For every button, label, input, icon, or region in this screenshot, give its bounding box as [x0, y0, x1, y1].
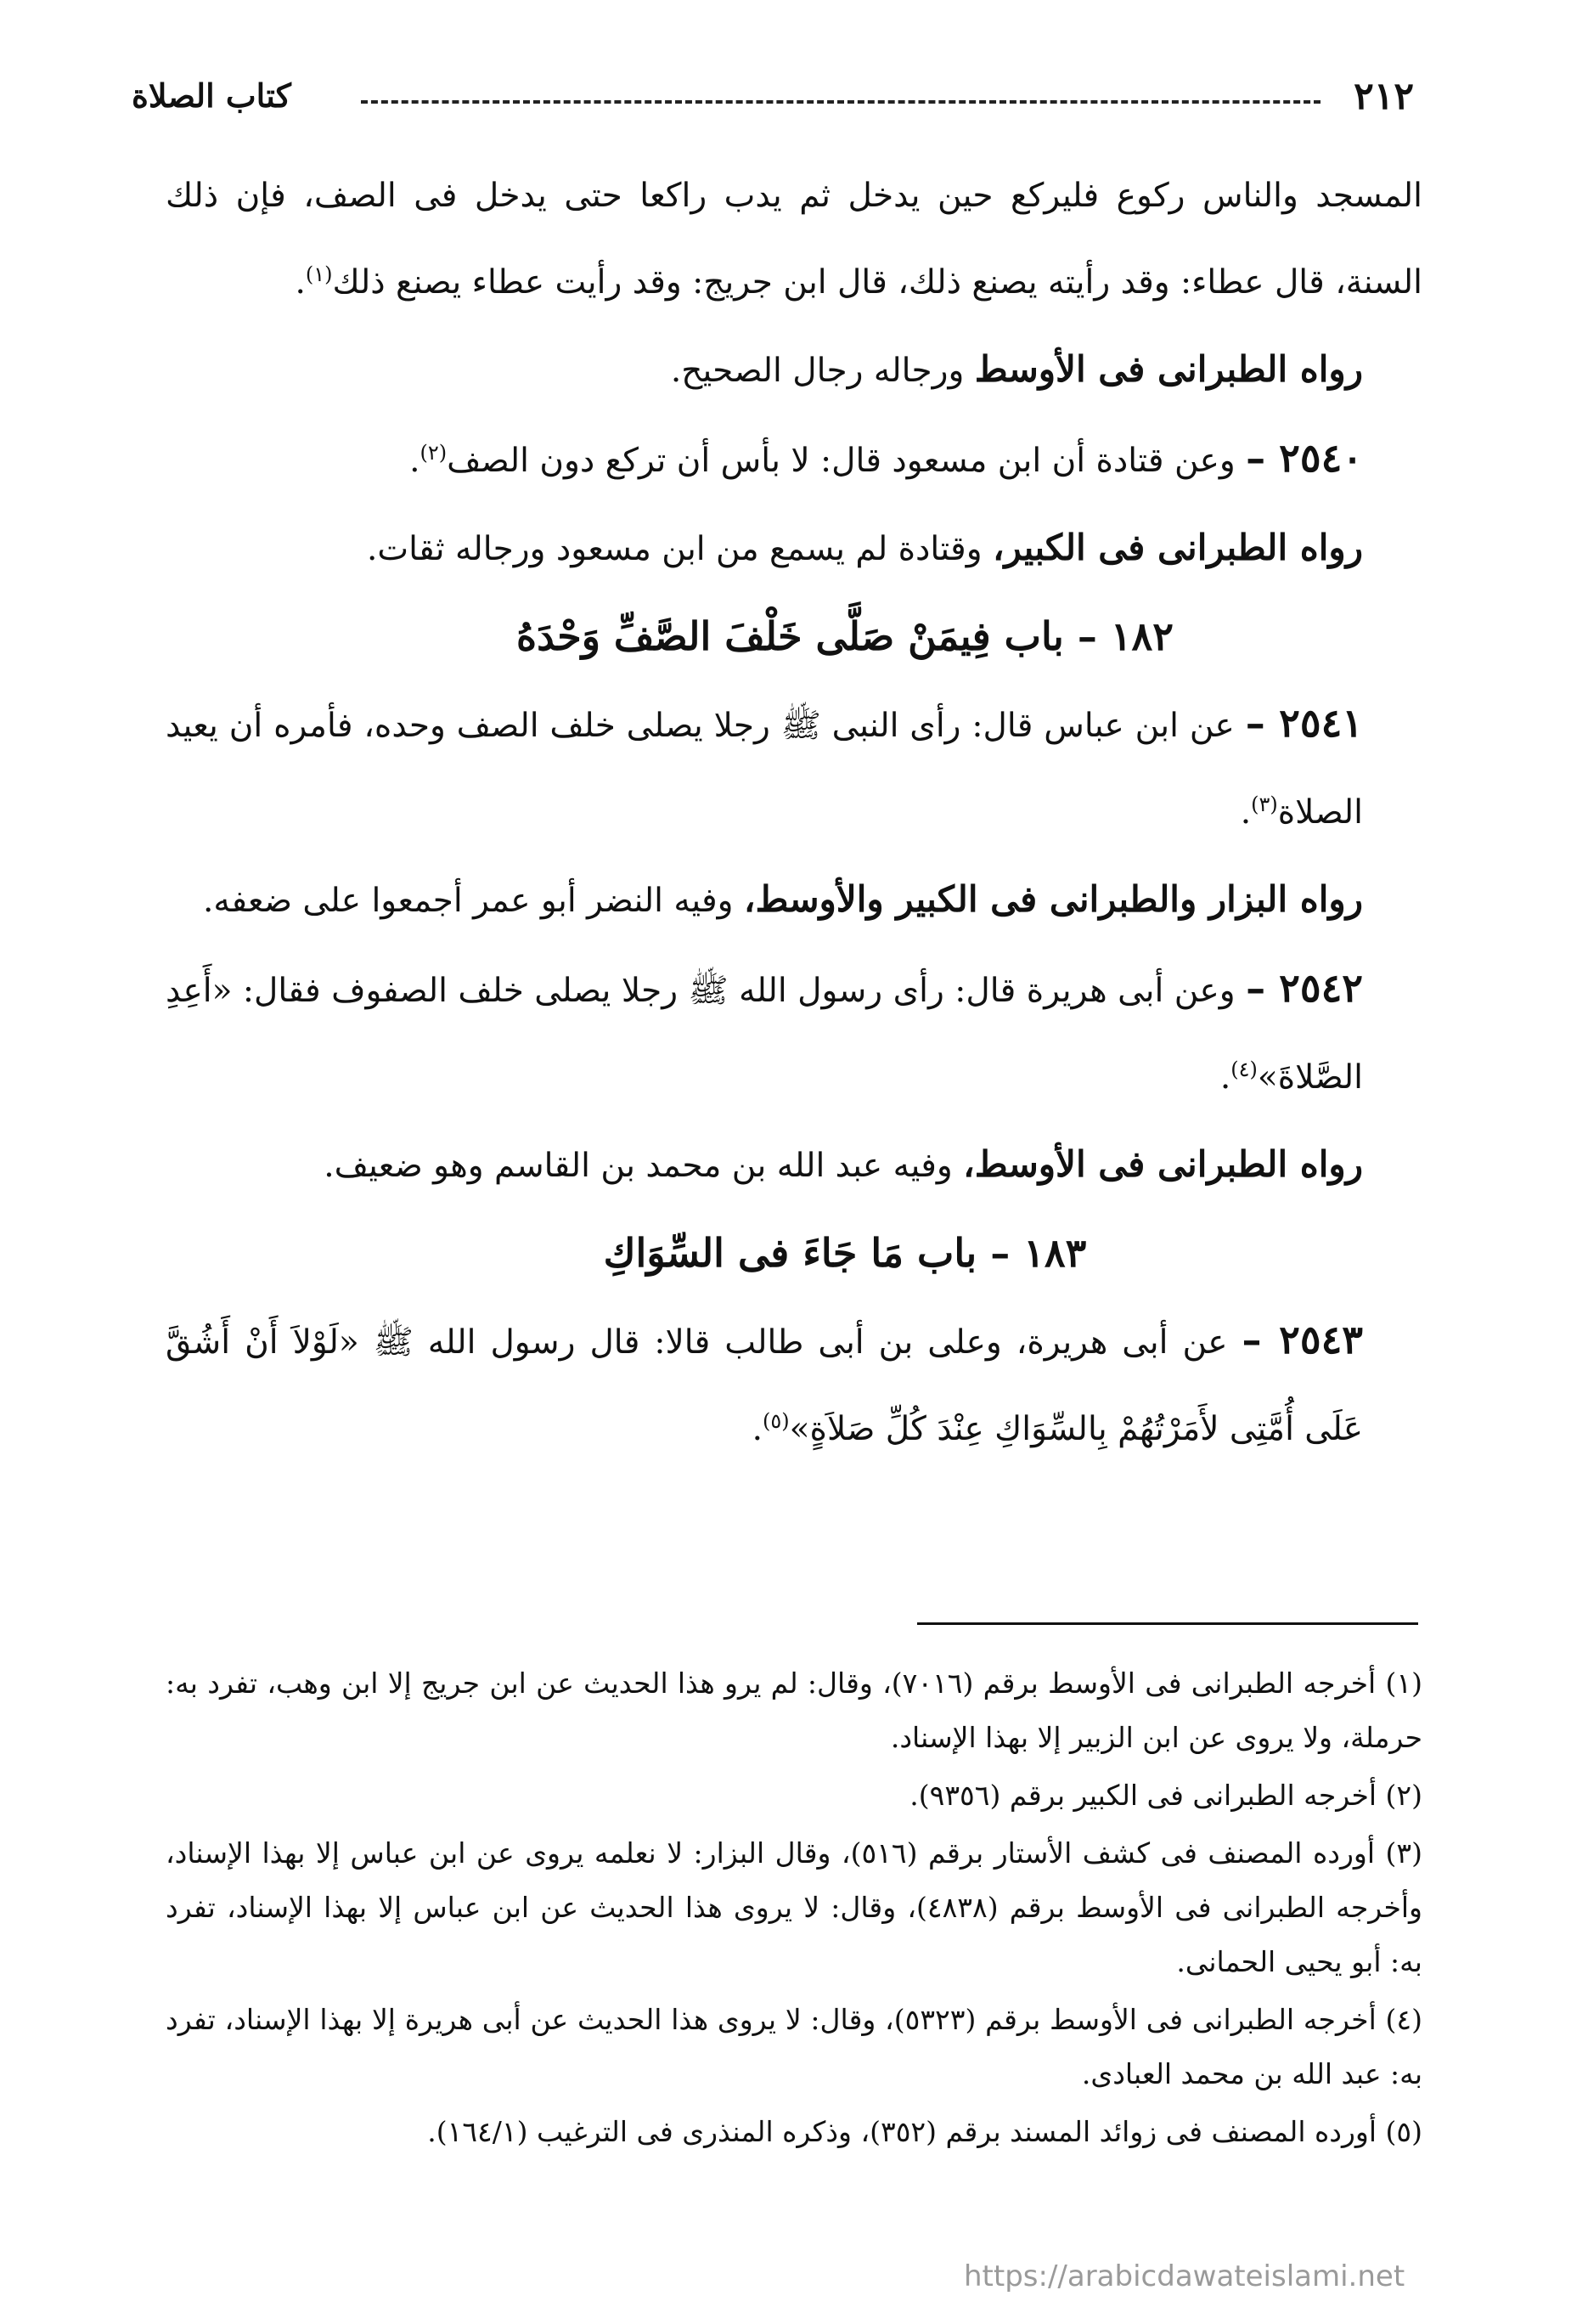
footnote-ref: (٥) — [763, 1409, 790, 1433]
hadith-number: ٢٥٤٢ – — [1246, 965, 1363, 1011]
page-header — [132, 75, 1414, 126]
book-title: كتاب الصلاة — [132, 76, 291, 115]
footnote-ref: (١) — [305, 262, 333, 286]
source-note: رواه الطبرانى فى الأوسط ورجاله رجال الصحيح. — [670, 348, 1363, 390]
footnote-ref: (٤) — [1230, 1058, 1258, 1081]
hadith-number: ٢٥٤٣ – — [1242, 1317, 1363, 1362]
hadith-2543: ٢٥٤٣ – عن أبى هريرة، وعلى بن أبى طالب قالا: قال رسول الله ﷺ «لَوْلاَ أَنْ أَشُقَّ عَلَى أُمَّتِى لأَمَرْتُهُمْ بِالسِّوَاكِ عِنْدَ كُلِّ صَلاَةٍ»$^{(٥)}$. — [166, 1317, 1363, 1448]
hadith-2542: ٢٥٤٢ – وعن أبى هريرة قال: رأى رسول الله ﷺ رجلا يصلى خلف الصفوف فقال: «أَعِدِ الصَّلاةَ»$^{(٤)}$. — [166, 965, 1363, 1097]
footnote-item: (٢) أخرجه الطبرانى فى الكبير برقم (٩٣٥٦). — [909, 1779, 1422, 1812]
watermark-url: https://arabicdawateislami.net — [964, 2259, 1405, 2293]
footnote-ref: (٢) — [420, 441, 448, 465]
source-note: رواه الطبرانى فى الكبير، وقتادة لم يسمع من ابن مسعود ورجاله ثقات. — [367, 527, 1363, 568]
source-note: رواه الطبرانى فى الأوسط، وفيه عبد الله بن محمد بن القاسم وهو ضعيف. — [324, 1143, 1363, 1185]
footnote-item: (٤) أخرجه الطبرانى فى الأوسط برقم (٥٣٢٣)، وقال: لا يروى هذا الحديث عن أبى هريرة إلا بهذا الإسناد، تفرد به: عبد الله بن محمد العبادى. — [166, 2003, 1422, 2090]
footnotes — [166, 1656, 1422, 2163]
footnote-separator — [917, 1622, 1418, 1625]
chapter-heading-182: ١٨٢ – باب فِيمَنْ صَلَّى خَلْفَ الصَّفِّ وَحْدَهُ — [516, 613, 1174, 659]
paragraph-continuation: المسجد والناس ركوع فليركع حين يدخل ثم يدب راكعا حتى يدخل فى الصف، فإن ذلك السنة، قال عطاء: وقد رأيته يصنع ذلك، قال ابن جريج: وقد رأيت عطاء يصنع ذلك$^{(١)}$. — [166, 177, 1422, 302]
footnote-ref: (٣) — [1251, 793, 1278, 816]
footnote-item: (٣) أورده المصنف فى كشف الأستار برقم (٥١٦)، وقال البزار: لا نعلمه يروى عن ابن عباس إلا بهذا الإسناد، وأخرجه الطبرانى فى الأوسط برقم (٤٨٣٨)، وقال: لا يروى هذا الحديث عن ابن عباس إلا بهذا الإسناد، تفرد به: أبو يحيى الحمانى. — [166, 1836, 1422, 1978]
hadith-2540: ٢٥٤٠ – وعن قتادة أن ابن مسعود قال: لا بأس أن تركع دون الصف$^{(٢)}$. — [409, 435, 1363, 481]
page-number: ٢١٢ — [1354, 75, 1414, 118]
main-text — [166, 153, 1422, 1473]
hadith-2541: ٢٥٤١ – عن ابن عباس قال: رأى النبى ﷺ رجلا يصلى خلف الصف وحده، فأمره أن يعيد الصلاة$^{(٣)}$. — [166, 700, 1363, 832]
footnote-item: (١) أخرجه الطبرانى فى الأوسط برقم (٧٠١٦)، وقال: لم يرو هذا الحديث عن ابن جريج إلا ابن وهب، تفرد به: حرملة، ولا يروى عن ابن الزبير إلا بهذا الإسناد. — [166, 1667, 1422, 1754]
hadith-number: ٢٥٤٠ – — [1246, 435, 1363, 481]
header-divider — [361, 100, 1321, 104]
source-note: رواه البزار والطبرانى فى الكبير والأوسط، وفيه النضر أبو عمر أجمعوا على ضعفه. — [203, 878, 1363, 920]
hadith-number: ٢٥٤١ – — [1245, 700, 1363, 746]
chapter-heading-183: ١٨٣ – باب مَا جَاءَ فى السِّوَاكِ — [603, 1230, 1087, 1276]
footnote-item: (٥) أورده المصنف فى زوائد المسند برقم (٣٥٢)، وذكره المنذرى فى الترغيب (١٦٤/١). — [427, 2115, 1422, 2148]
